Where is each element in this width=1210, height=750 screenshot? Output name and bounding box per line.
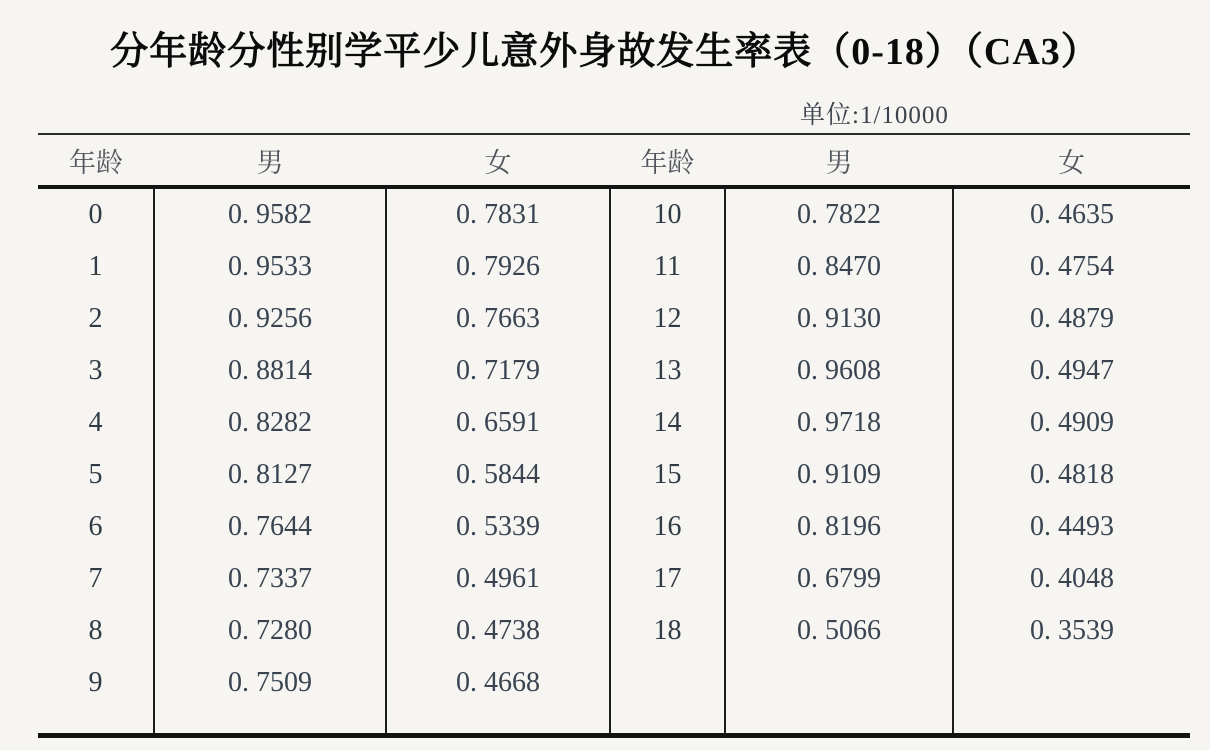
rate-cell: 0. 4668 (386, 657, 610, 709)
table-row (38, 345, 1190, 397)
age-cell: 5 (88, 459, 103, 490)
rate-cell: 0. 7509 (154, 657, 386, 709)
empty-cell (610, 709, 725, 736)
rate-cell: 0. 5066 (725, 605, 953, 657)
age-cell: 7 (88, 563, 103, 594)
rate-cell: 0. 7926 (386, 241, 610, 293)
table-header-row (38, 134, 1190, 187)
table-row (38, 241, 1190, 293)
rate-cell: 0. 7644 (154, 501, 386, 553)
age-cell: 2 (88, 303, 103, 334)
age-cell: 17 (610, 553, 725, 605)
rate-cell: 0. 8127 (154, 449, 386, 501)
rate-cell: 0. 8470 (725, 241, 953, 293)
column-header-female-right: 女 (1058, 147, 1085, 178)
rate-cell: 0. 7337 (154, 553, 386, 605)
rate-cell: 0. 4947 (953, 345, 1190, 397)
table-row (38, 605, 1190, 657)
age-cell: 14 (610, 397, 725, 449)
age-cell: 16 (610, 501, 725, 553)
age-cell: 6 (88, 511, 103, 542)
rate-cell (725, 657, 953, 709)
empty-cell (953, 709, 1190, 736)
table-row (38, 397, 1190, 449)
rate-cell: 0. 6591 (386, 397, 610, 449)
rate-cell: 0. 4635 (953, 187, 1190, 241)
rate-cell: 0. 7822 (725, 187, 953, 241)
column-header-male-left: 男 (256, 147, 284, 178)
age-cell: 8 (88, 615, 103, 646)
rate-cell: 0. 4754 (953, 241, 1190, 293)
rate-cell: 0. 7663 (386, 293, 610, 345)
rate-cell: 0. 3539 (953, 605, 1190, 657)
age-cell: 1 (88, 251, 103, 282)
table-row (38, 293, 1190, 345)
rate-cell: 0. 9256 (154, 293, 386, 345)
table-row (38, 657, 1190, 709)
rate-cell (953, 657, 1190, 709)
rate-cell: 0. 8282 (154, 397, 386, 449)
rate-cell: 0. 9109 (725, 449, 953, 501)
age-cell: 15 (610, 449, 725, 501)
rate-cell: 0. 9718 (725, 397, 953, 449)
page-title: 分年龄分性别学平少儿意外身故发生率表（0-18）（CA3） (110, 31, 1100, 73)
age-cell: 11 (610, 241, 725, 293)
rate-cell: 0. 7280 (154, 605, 386, 657)
rate-cell: 0. 9608 (725, 345, 953, 397)
age-cell: 4 (88, 407, 103, 438)
rate-cell: 0. 8196 (725, 501, 953, 553)
rate-cell: 0. 4738 (386, 605, 610, 657)
unit-label: 单位:1/10000 (800, 102, 949, 129)
column-header-age-right: 年龄 (640, 147, 695, 178)
age-cell: 3 (88, 355, 103, 386)
table-row (38, 449, 1190, 501)
rate-cell: 0. 9130 (725, 293, 953, 345)
column-header-age-left: 年龄 (69, 147, 123, 178)
rate-cell: 0. 9582 (154, 187, 386, 241)
age-cell: 18 (610, 605, 725, 657)
rate-cell: 0. 8814 (154, 345, 386, 397)
empty-cell (38, 709, 154, 736)
rate-cell: 0. 7831 (386, 187, 610, 241)
rate-cell: 0. 5844 (386, 449, 610, 501)
rate-cell: 0. 6799 (725, 553, 953, 605)
age-cell: 10 (610, 187, 725, 241)
empty-cell (725, 709, 953, 736)
rate-cell: 0. 4879 (953, 293, 1190, 345)
table-row (38, 553, 1190, 605)
table-row (38, 187, 1190, 241)
rate-cell: 0. 9533 (154, 241, 386, 293)
age-cell: 13 (610, 345, 725, 397)
rate-cell: 0. 7179 (386, 345, 610, 397)
rate-cell: 0. 4048 (953, 553, 1190, 605)
age-cell: 12 (610, 293, 725, 345)
column-header-male-right: 男 (825, 147, 853, 178)
rate-table (38, 133, 1190, 738)
table-row (38, 501, 1190, 553)
age-cell: 9 (88, 667, 103, 698)
rate-cell: 0. 4818 (953, 449, 1190, 501)
rate-cell: 0. 4961 (386, 553, 610, 605)
table-header-row (38, 134, 1190, 187)
rate-cell: 0. 5339 (386, 501, 610, 553)
empty-cell (386, 709, 610, 736)
age-cell: 0 (88, 199, 103, 230)
table-filler-row (38, 709, 1190, 736)
rate-cell: 0. 4909 (953, 397, 1190, 449)
column-header-female-left: 女 (484, 147, 512, 178)
empty-cell (154, 709, 386, 736)
rate-cell: 0. 4493 (953, 501, 1190, 553)
age-cell (610, 657, 725, 709)
